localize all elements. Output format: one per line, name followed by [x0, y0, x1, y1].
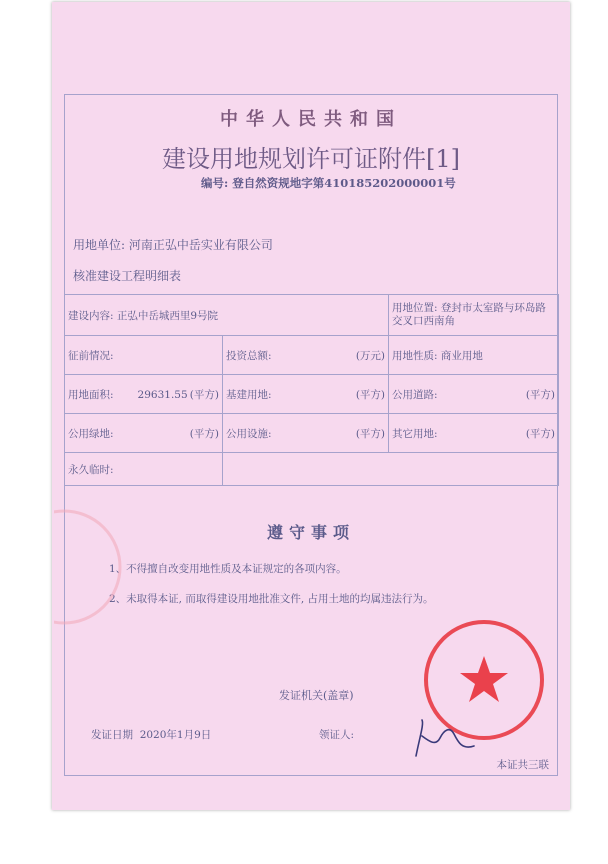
land-nature-value: 商业用地	[440, 349, 483, 362]
other-land-cell	[389, 414, 559, 453]
investment-cell	[223, 336, 389, 375]
public-facility-cell	[223, 414, 389, 453]
public-green-unit: (平方)	[189, 427, 219, 440]
project-detail-table	[64, 294, 559, 486]
public-facility-label: 公用设施:	[226, 427, 272, 440]
other-land-label: 其它用地:	[392, 427, 438, 440]
table-row	[65, 375, 559, 414]
land-user-label: 用地单位:	[73, 238, 126, 252]
acquisition-cell: 征前情况:	[65, 336, 223, 375]
table-row	[65, 414, 559, 453]
public-green-cell	[65, 414, 223, 453]
public-road-unit: (平方)	[525, 388, 556, 401]
land-user-line	[73, 236, 273, 253]
table-row	[65, 336, 559, 375]
location-value: 登封市太室路与环岛路交叉口西南角	[392, 302, 546, 327]
issue-date-label: 发证日期	[91, 729, 133, 741]
rule-item: 2、未取得本证, 而取得建设用地批准文件, 占用土地的均属违法行为。	[109, 593, 434, 605]
issue-date-value: 2020年1月9日	[139, 729, 212, 741]
recipient-label: 领证人:	[319, 729, 355, 741]
issue-date	[91, 727, 211, 742]
country-heading: 中华人民共和国	[220, 109, 402, 130]
number-label: 编号:	[201, 176, 229, 190]
investment-unit: (万元)	[355, 349, 386, 362]
rules-title: 遵守事项	[266, 523, 355, 542]
public-green-label: 公用绿地:	[68, 427, 114, 440]
rule-item: 1、不得擅自改变用地性质及本证规定的各项内容。	[109, 563, 347, 575]
investment-label: 投资总额:	[226, 349, 272, 362]
land-nature-label: 用地性质:	[392, 349, 438, 362]
construction-content-cell: 建设内容: 正弘中岳城西里9号院	[65, 295, 389, 336]
handwritten-signature	[410, 716, 480, 764]
area-label: 用地面积:	[68, 388, 114, 401]
area-cell	[65, 375, 223, 414]
certificate-number	[201, 175, 463, 191]
public-road-cell	[389, 375, 559, 414]
permanent-cell: 永久临时:	[65, 453, 223, 486]
issuer-label: 发证机关(盖章)	[279, 689, 354, 702]
land-user-value: 河南正弘中岳实业有限公司	[128, 238, 273, 252]
detail-heading: 核准建设工程明细表	[73, 269, 182, 283]
table-row	[65, 453, 559, 486]
faded-seal-mark	[54, 507, 134, 627]
base-land-label: 基建用地:	[226, 388, 272, 401]
location-cell	[389, 295, 559, 336]
land-nature-cell	[389, 336, 559, 375]
base-land-unit: (平方)	[355, 388, 386, 401]
document-title: 建设用地规划许可证附件[1]	[162, 145, 460, 173]
certificate-sheet	[52, 2, 570, 810]
area-value: 29631.55	[137, 388, 188, 401]
other-land-unit: (平方)	[525, 427, 556, 440]
table-row	[65, 295, 559, 336]
public-road-label: 公用道路:	[392, 388, 438, 401]
base-land-cell	[223, 375, 389, 414]
public-facility-unit: (平方)	[355, 427, 386, 440]
area-unit: (平方)	[189, 388, 219, 401]
copies-note: 本证共三联	[496, 759, 549, 771]
location-label: 用地位置:	[392, 302, 438, 314]
permanent-value-cell	[223, 453, 559, 486]
number-value: 登自然资规地字第410185202000001号	[232, 176, 456, 190]
